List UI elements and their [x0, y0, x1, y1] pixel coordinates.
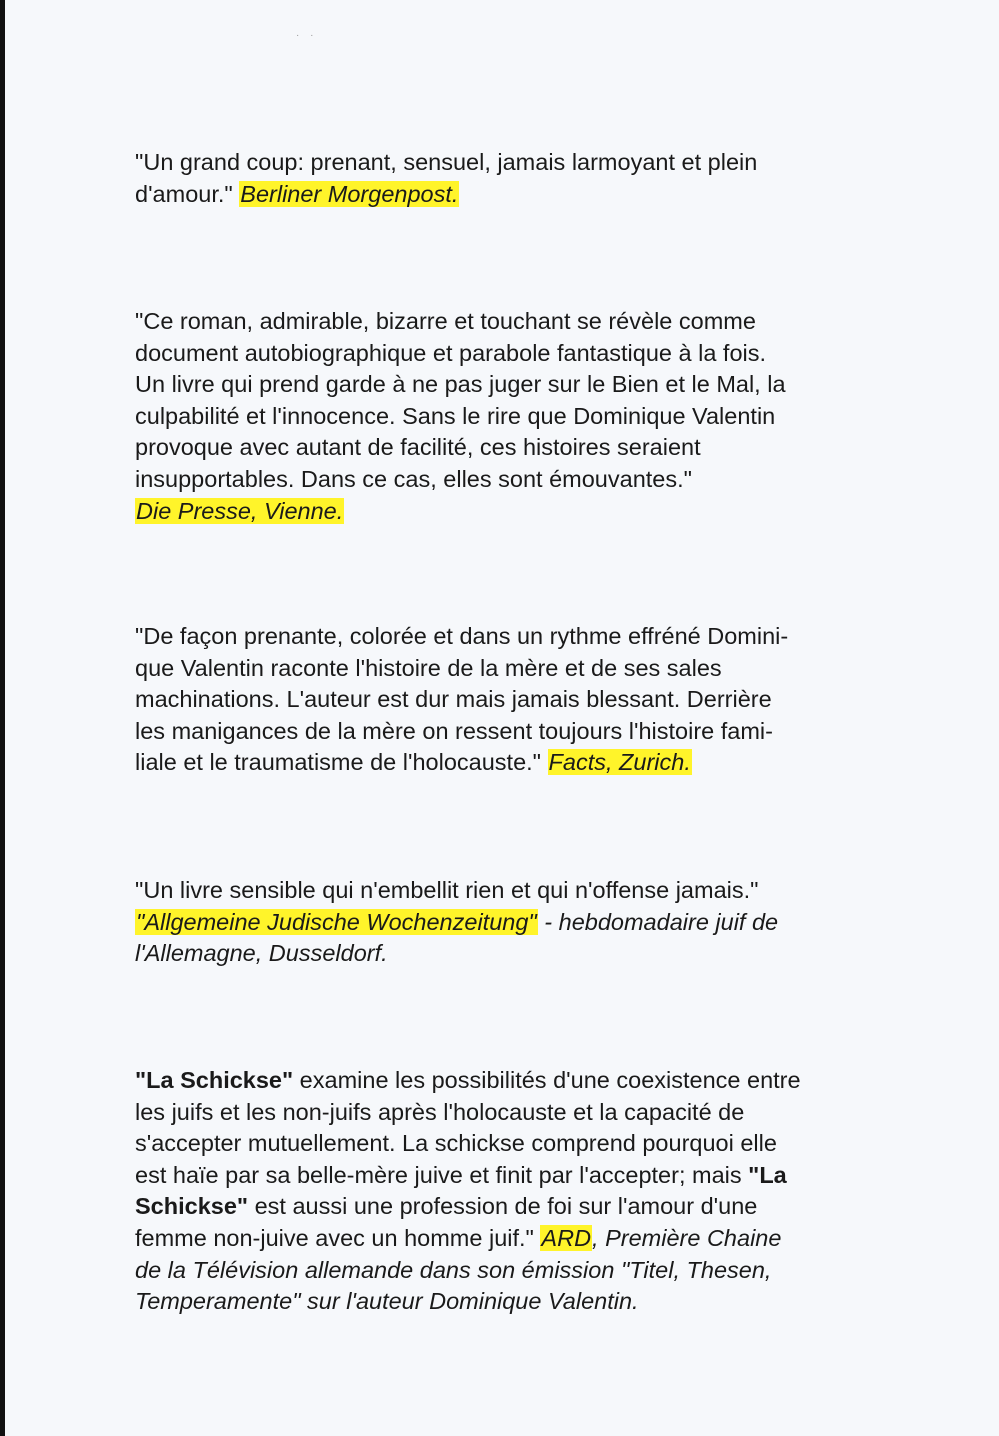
source-note: de la Télévision allemande dans son émission "Titel, Thesen, [135, 1256, 772, 1283]
quote-berliner-morgenpost [135, 147, 915, 210]
quote-line: provoque avec autant de facilité, ces histoires seraient [135, 434, 701, 461]
quote-line: les manigances de la mère on ressent toujours l'histoire fami- [135, 717, 773, 744]
quote-line: document autobiographique et parabole fantastique à la fois. [135, 339, 767, 366]
quote-line: est haïe par sa belle-mère juive et finit par l'accepter; mais [135, 1161, 749, 1188]
quote-line: "De façon prenante, colorée et dans un rythme effréné Domini- [135, 623, 789, 649]
source-note: Temperamente" sur l'auteur Dominique Valentin. [135, 1288, 639, 1315]
quote-line: Un livre qui prend garde à ne pas juger sur le Bien et le Mal, la [135, 371, 786, 398]
quote-ard [135, 1065, 915, 1318]
scan-artifact: · · [296, 30, 318, 41]
quote-line: insupportables. Dans ce cas, elles sont émouvantes." [135, 465, 692, 492]
quote-line: femme non-juive avec un homme juif." [135, 1224, 541, 1251]
quote-line: examine les possibilités d'une coexistence entre [293, 1067, 801, 1093]
quote-line: d'amour." [135, 180, 240, 207]
source-highlight: Berliner Morgenpost. [240, 180, 459, 207]
quote-die-presse [135, 306, 915, 527]
quote-line: "Un grand coup: prenant, sensuel, jamais larmoyant et plein [135, 149, 758, 175]
quote-facts-zurich [135, 621, 915, 779]
source-note: , Première Chaine [592, 1224, 782, 1251]
quote-line: est aussi une profession de foi sur l'amour d'une [248, 1193, 758, 1220]
quote-judische-wochenzeitung [135, 875, 915, 970]
quote-line: machinations. L'auteur est dur mais jamais blessant. Derrière [135, 686, 772, 713]
source-highlight: Die Presse, Vienne. [136, 497, 344, 524]
quote-line: s'accepter mutuellement. La schickse comprend pourquoi elle [135, 1130, 777, 1157]
source-highlight: ARD [541, 1224, 592, 1251]
quote-line: que Valentin raconte l'histoire de la mère et de ses sales [135, 654, 722, 681]
source-highlight: "Allgemeine Judische Wochenzeitung" [136, 908, 537, 935]
book-title: "La Schickse" [135, 1067, 294, 1093]
quote-line: les juifs et les non-juifs après l'holocauste et la capacité de [135, 1098, 745, 1125]
source-note: l'Allemagne, Dusseldorf. [135, 940, 388, 967]
quote-line: "Un livre sensible qui n'embellit rien et qui n'offense jamais." [135, 877, 759, 903]
book-title: Schickse" [135, 1193, 249, 1220]
quote-line: liale et le traumatisme de l'holocauste." [135, 749, 548, 776]
source-highlight: Facts, Zurich. [548, 749, 691, 776]
quote-line: "Ce roman, admirable, bizarre et touchant se révèle comme [135, 308, 756, 334]
scan-edge [0, 0, 5, 1436]
source-note: - hebdomadaire juif de [537, 908, 779, 935]
book-title: "La [748, 1161, 787, 1188]
quote-line: culpabilité et l'innocence. Sans le rire que Dominique Valentin [135, 402, 776, 429]
